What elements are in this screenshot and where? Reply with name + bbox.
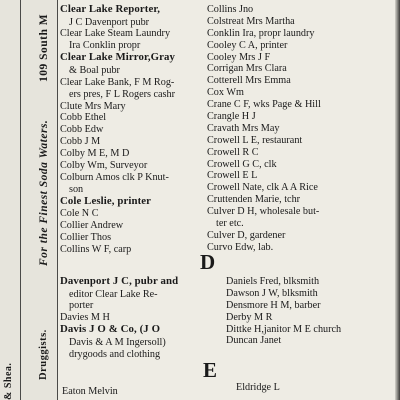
section-e-left-column [62,386,202,398]
directory-entry: Crowell Nate, clk A A Rice [207,182,318,194]
directory-entry: Duncan Janet [226,335,282,347]
directory-entry: Davenport J C, pubr and [60,275,179,287]
directory-entry: Cox Wm [207,87,244,99]
directory-entry: Crowell L E, restaurant [207,134,303,146]
directory-entry: Cobb Ethel [60,112,107,124]
directory-entry: Cole N C [60,208,99,220]
directory-entry: Colstreat Mrs Martha [207,15,295,27]
right-name-column [207,4,392,254]
section-e-right-column [236,382,386,394]
margin-ad-address: 109 South M [38,13,50,82]
margin-ad-druggists: Druggists. [38,329,49,380]
directory-entry: Daniels Fred, blksmith [226,276,320,287]
directory-entry: Densmore H M, barber [226,299,321,311]
directory-entry: Cole Leslie, printer [60,194,152,207]
directory-entry: Collins Jno [207,4,254,15]
directory-entry: Eaton Melvin [62,386,118,397]
directory-entry: drygoods and clothing [69,348,161,360]
margin-rule-right [57,0,58,400]
directory-entry: Davies M H [60,312,110,324]
directory-entry: Corrigan Mrs Clara [207,63,287,75]
margin-ad-soda-waters: For the Finest Soda Waters. [38,119,50,266]
directory-entry: Ira Conklin propr [69,40,141,52]
directory-entry: Collins W F, carp [60,243,132,255]
directory-entry: Cruttenden Marie, tchr [207,194,301,206]
directory-entry: Collier Thos [60,232,112,244]
directory-entry: Crowell G C, clk [207,158,277,170]
directory-entry: Crowell E L [207,170,258,182]
directory-entry: Colburn Amos clk P Knut- [60,171,169,183]
directory-entry: Colby Wm, Surveyor [60,159,148,171]
directory-entry: ers pres, F L Rogers cashr [69,88,175,100]
directory-entry: Crowell R C [207,146,259,158]
directory-entry: Clute Mrs Mary [60,100,126,112]
directory-entry: Derby M R [226,311,273,323]
directory-entry: Davis J O & Co, (J O [60,323,161,336]
directory-entry: Colby M E, M D [60,148,130,160]
page-edge-shadow [395,0,400,400]
directory-entry: Clear Lake Bank, F M Rog- [60,76,175,88]
section-d-right-column [226,276,396,347]
section-letter-d: D [200,250,216,274]
directory-entry: Collier Andrew [60,220,124,232]
directory-entry: Clear Lake Mirror,Gray [60,51,176,64]
directory-entry: Clear Lake Steam Laundry [60,28,171,40]
directory-entry: Culver D, gardener [207,229,286,241]
directory-entry: Cobb Edw [60,124,104,136]
directory-entry: Culver D H, wholesale but- [207,206,320,218]
directory-entry: & Boal pubr [69,64,120,76]
section-d-left-column [60,276,206,361]
margin-ad-shea: & Shea. [3,362,14,400]
section-letter-e: E [203,358,218,382]
directory-entry: Dawson J W, blksmith [226,287,318,299]
directory-entry: Curvo Edw, lab. [207,241,274,253]
directory-entry: Conklin Ira, propr laundry [207,27,315,39]
directory-entry: Crane C F, wks Page & Hill [207,99,321,111]
directory-entry: Davis & A M Ingersoll) [69,336,166,348]
directory-entry: Cooley C A, printer [207,39,288,51]
directory-entry: Dittke H,janitor M E church [226,323,342,335]
directory-entry: Cooley Mrs J F [207,51,271,63]
directory-entry: Crangle H J [207,111,256,123]
directory-entry: ter etc. [216,218,244,230]
directory-entry: J C Davenport pubr [69,16,150,28]
directory-entry: Cobb J M [60,136,101,148]
directory-entry: Cravath Mrs May [207,122,280,134]
margin-rule-left [20,0,21,400]
left-name-column [60,4,206,256]
directory-entry: editor Clear Lake Re- [69,288,158,300]
directory-entry: porter [69,300,94,312]
directory-entry: Clear Lake Reporter, [60,3,161,15]
directory-entry: Cotterell Mrs Emma [207,75,291,87]
directory-entry: son [69,183,84,195]
directory-entry: Eldridge L [236,382,280,393]
